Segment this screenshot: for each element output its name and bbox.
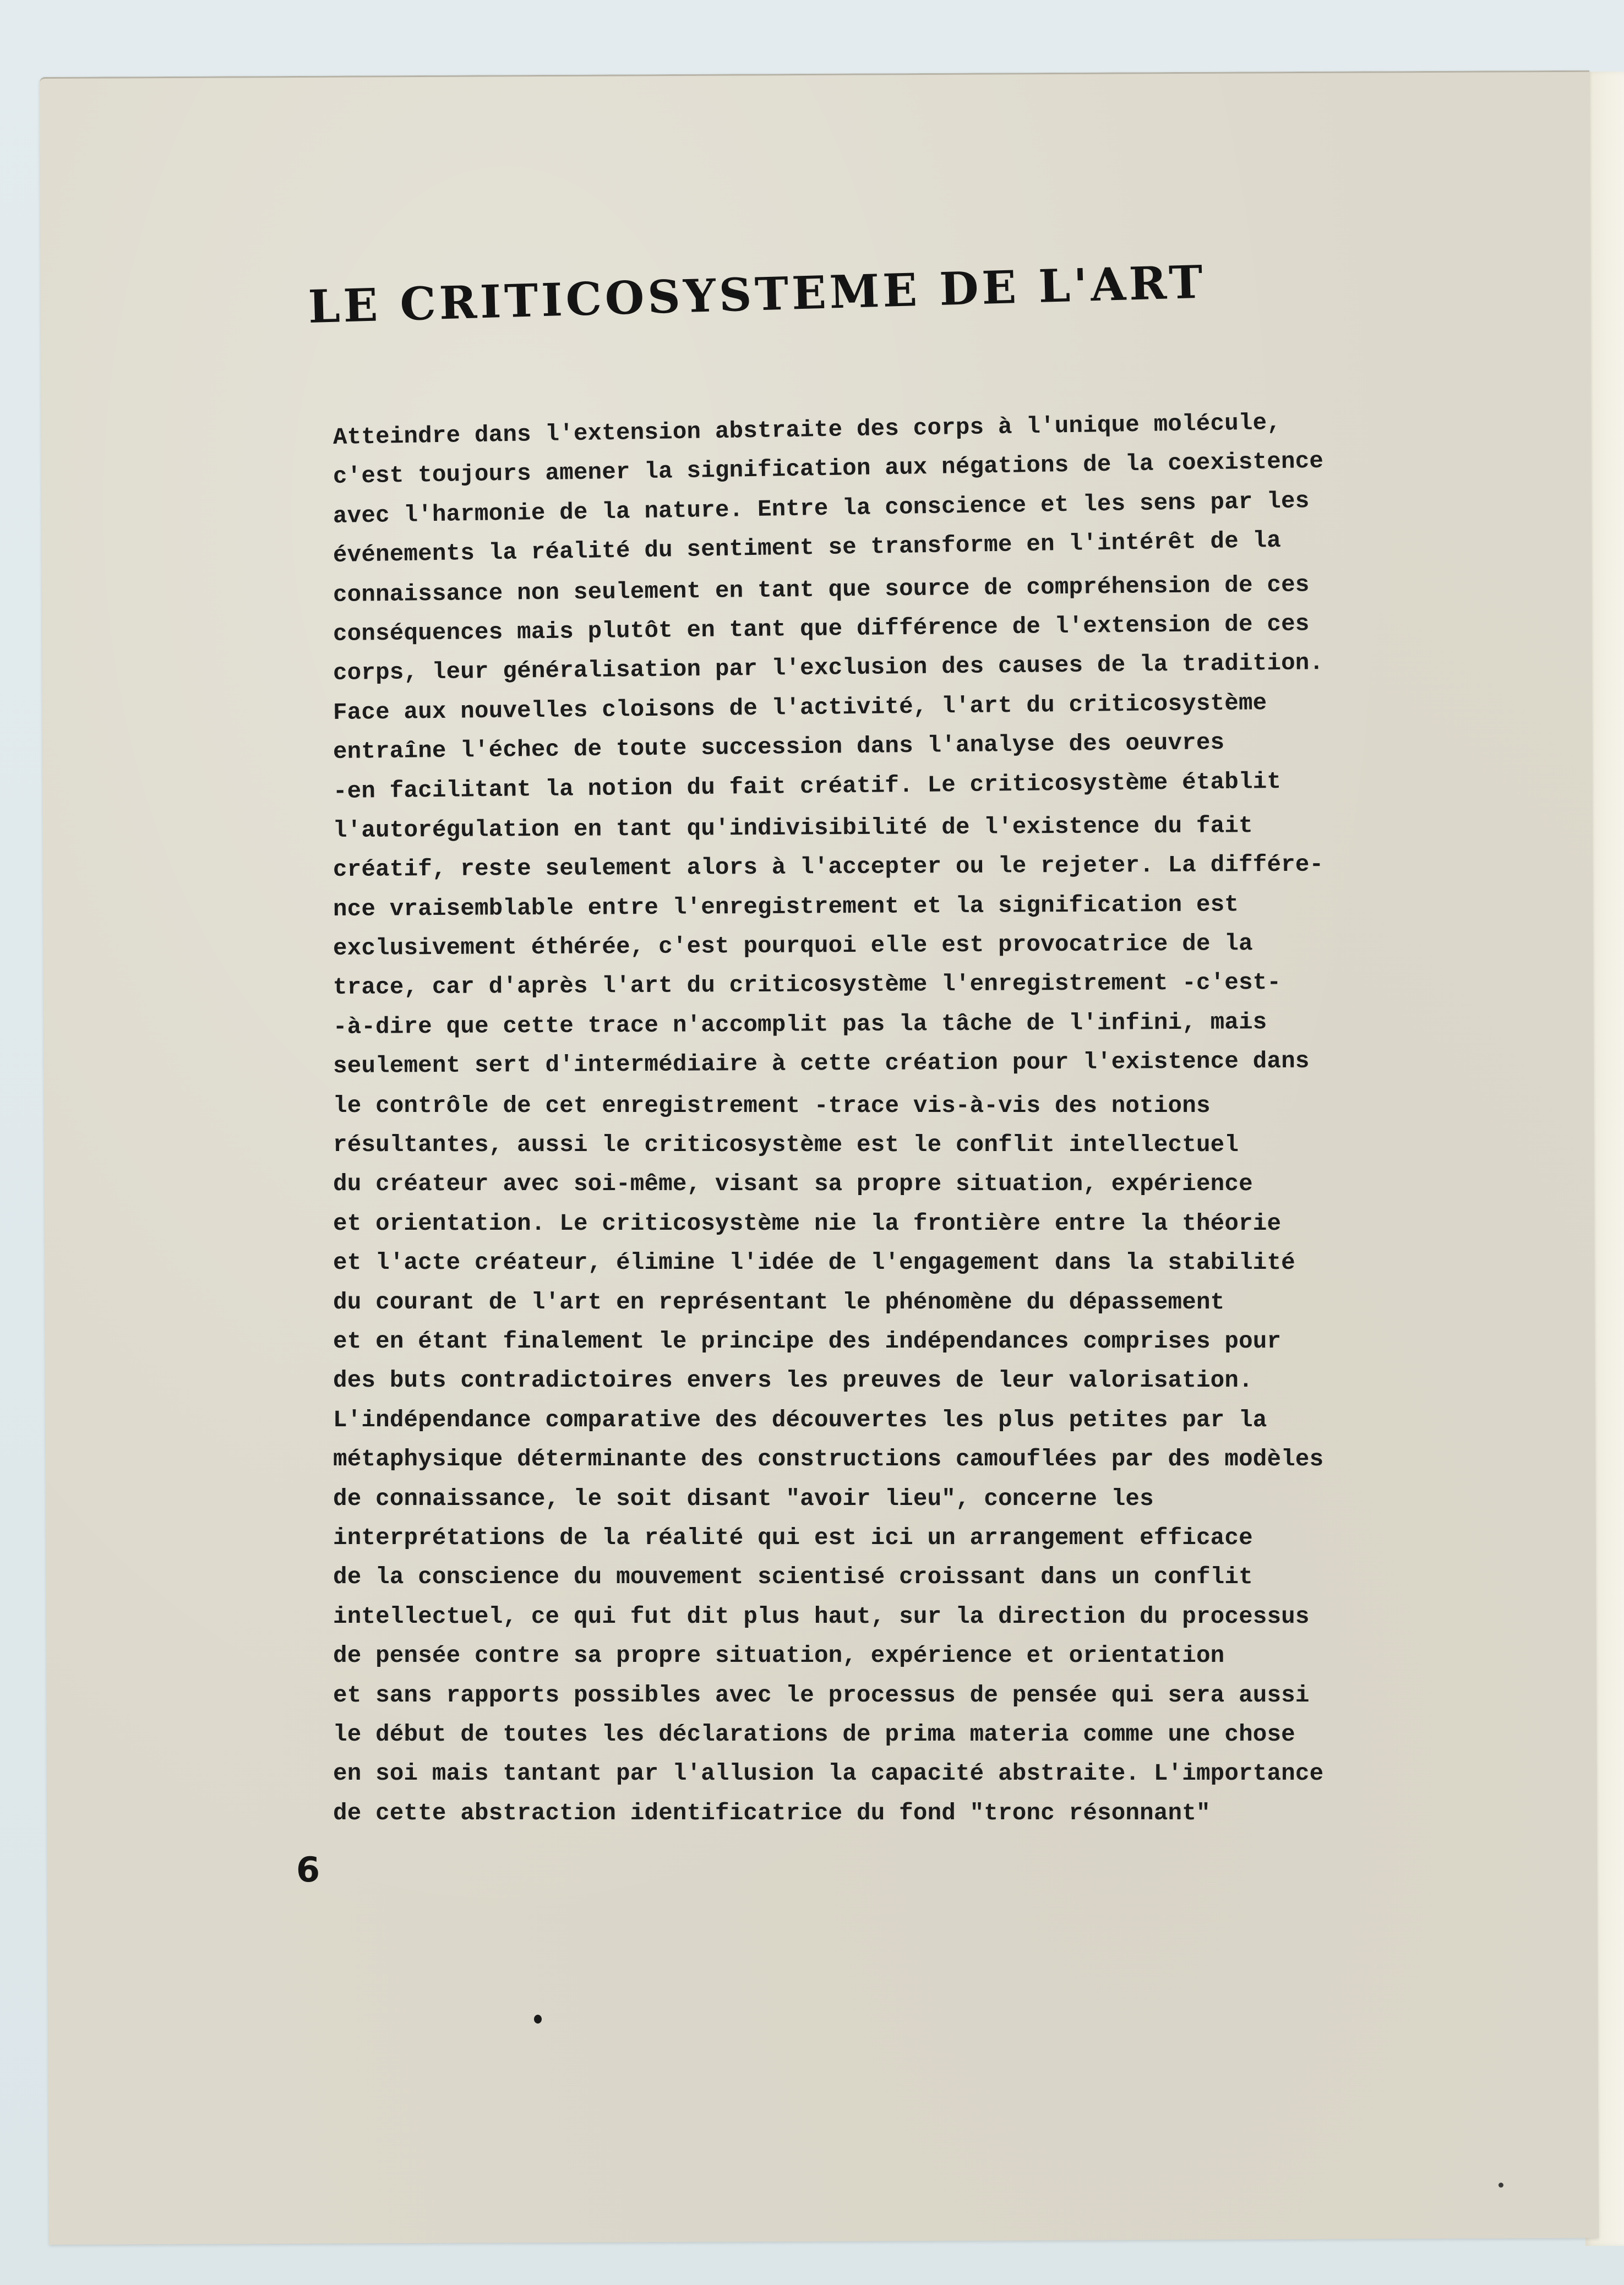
text-line: Face aux nouvelles cloisons de l'activité, l'art du criticosystème	[333, 689, 1267, 726]
text-line: l'autorégulation en tant qu'indivisibilité de l'existence du fait	[333, 812, 1253, 844]
text-line: le contrôle de cet enregistrement -trace vis-à-vis des notions	[333, 1092, 1211, 1119]
text-line: de connaissance, le soit disant "avoir lieu", concerne les	[333, 1485, 1154, 1512]
text-line: conséquences mais plutôt en tant que différence de l'extension de ces	[333, 610, 1310, 647]
text-line: entraîne l'échec de toute succession dans l'analyse des oeuvres	[333, 729, 1225, 766]
text-line: de cette abstraction identificatrice du fond "tronc résonnant"	[333, 1799, 1211, 1826]
text-line: nce vraisemblable entre l'enregistrement et la signification est	[333, 891, 1239, 923]
text-line: le début de toutes les déclarations de prima materia comme une chose	[333, 1721, 1295, 1748]
text-line: c'est toujours amener la signification aux négations de la coexistence	[333, 448, 1324, 490]
text-line: et en étant finalement le principe des indépendances comprises pour	[333, 1328, 1282, 1355]
text-line: corps, leur généralisation par l'exclusion des causes de la tradition.	[333, 650, 1324, 687]
text-line: de la conscience du mouvement scientisé croissant dans un conflit	[333, 1564, 1253, 1591]
text-line: et l'acte créateur, élimine l'idée de l'engagement dans la stabilité	[333, 1250, 1295, 1277]
text-line: des buts contradictoires envers les preuves de leur valorisation.	[333, 1367, 1253, 1394]
body-text	[333, 409, 1478, 1833]
text-line: du courant de l'art en représentant le phénomène du dépassement	[333, 1289, 1225, 1316]
text-line: résultantes, aussi le criticosystème est le conflit intellectuel	[333, 1132, 1239, 1159]
text-line: trace, car d'après l'art du criticosystème l'enregistrement -c'est-	[333, 969, 1282, 1001]
ink-spot	[534, 2015, 542, 2024]
text-line: créatif, reste seulement alors à l'accepter ou le rejeter. La différe-	[333, 851, 1324, 884]
ink-spot	[1498, 2183, 1503, 2188]
text-line: et orientation. Le criticosystème nie la frontière entre la théorie	[333, 1210, 1282, 1237]
page-number: 6	[296, 1850, 320, 1890]
text-line: du créateur avec soi-même, visant sa propre situation, expérience	[333, 1171, 1253, 1198]
text-line: métaphysique déterminante des constructions camouflées par des modèles	[333, 1446, 1324, 1473]
text-line: seulement sert d'intermédiaire à cette création pour l'existence dans	[333, 1048, 1310, 1080]
text-line: connaissance non seulement en tant que source de compréhension de ces	[333, 571, 1310, 608]
text-line: Atteindre dans l'extension abstraite des corps à l'unique molécule,	[333, 409, 1282, 451]
text-line: interprétations de la réalité qui est ici un arrangement efficace	[333, 1524, 1253, 1551]
text-line: -en facilitant la notion du fait créatif. Le criticosystème établit	[333, 768, 1282, 805]
text-line: de pensée contre sa propre situation, expérience et orientation	[333, 1643, 1225, 1670]
text-line: exclusivement éthérée, c'est pourquoi elle est provocatrice de la	[333, 930, 1253, 962]
text-line: événements la réalité du sentiment se transforme en l'intérêt de la	[333, 527, 1282, 569]
page-title: LE CRITICOSYSTEME DE L'ART	[307, 255, 1207, 334]
text-line: avec l'harmonie de la nature. Entre la conscience et les sens par les	[333, 487, 1310, 530]
text-line: L'indépendance comparative des découvertes les plus petites par la	[333, 1406, 1267, 1433]
text-line: intellectuel, ce qui fut dit plus haut, sur la direction du processus	[333, 1603, 1310, 1630]
text-line: et sans rapports possibles avec le processus de pensée qui sera aussi	[333, 1682, 1310, 1709]
text-line: -à-dire que cette trace n'accomplit pas la tâche de l'infini, mais	[333, 1008, 1267, 1040]
text-line: en soi mais tantant par l'allusion la capacité abstraite. L'importance	[333, 1760, 1324, 1787]
